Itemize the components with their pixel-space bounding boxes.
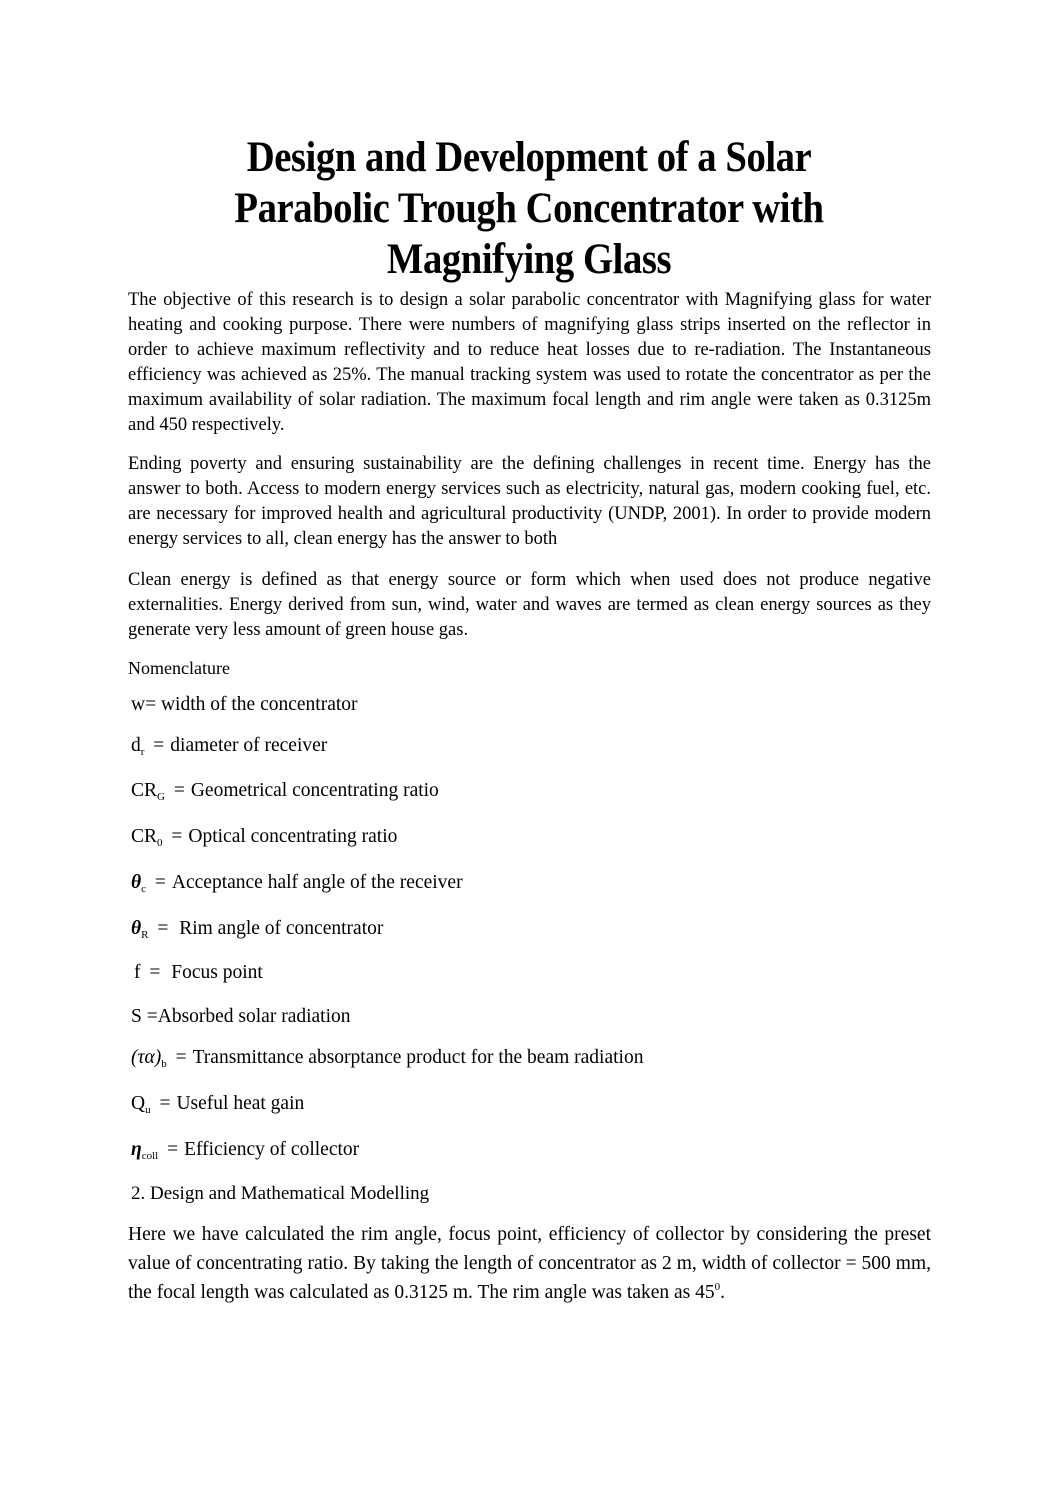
nomenclature-symbol: CR — [131, 826, 158, 847]
nomenclature-symbol: d — [131, 735, 141, 756]
section-paragraph-text: Here we have calculated the rim angle, focus point, efficiency of collector by considering the preset value of concentrating ratio. By taking the length of concentrator as 2 m, width of collector = 500 mm, the focal length was calculated as 0.3125 m. The rim angle was taken as 45 — [128, 1224, 931, 1303]
nomenclature-eq: = — [154, 872, 166, 893]
degree-superscript: 0 — [714, 1281, 721, 1293]
clean-energy-paragraph: Clean energy is defined as that energy source or form which when used does not produce negative externalities. Energy derived from sun, wind, water and waves are termed as clean energy sources as they generate very less amount of green house gas. — [128, 570, 931, 640]
nomenclature-eq: = — [149, 962, 161, 983]
nomenclature-definition: Geometrical concentrating ratio — [190, 780, 439, 801]
nomenclature-subscript: coll — [141, 1150, 159, 1162]
nomenclature-subscript: G — [157, 791, 165, 803]
nomenclature-subscript: u — [145, 1104, 151, 1116]
nomenclature-item — [131, 1092, 304, 1116]
nomenclature-item — [131, 779, 439, 803]
nomenclature-eq: = — [175, 1047, 187, 1068]
nomenclature-item — [131, 1005, 351, 1029]
title-line-2: Parabolic Trough Concentrator with — [234, 185, 824, 232]
nomenclature-definition: Focus point — [171, 962, 263, 983]
nomenclature-symbol: θ — [131, 918, 142, 939]
nomenclature-item — [131, 1138, 359, 1162]
nomenclature-definition: width of the concentrator — [160, 694, 358, 715]
nomenclature-symbol: (τα) — [131, 1047, 162, 1068]
intro-paragraph: Ending poverty and ensuring sustainability are the defining challenges in recent time. Energy has the answer to both. Access to modern energy services such as electricity, natural gas, modern cooking fuel, etc. are necessary for improved health and agricultural productivity (UNDP, 2001). In order to provide modern energy services to all, clean energy has the answer to both — [128, 454, 931, 549]
nomenclature-definition: Acceptance half angle of the receiver — [171, 872, 463, 893]
abstract-paragraph: The objective of this research is to design a solar parabolic concentrator with Magnifying glass for water heating and cooking purpose. There were numbers of magnifying glass strips inserted on the reflector in order to achieve maximum reflectivity and to reduce heat losses due to re-radiation. The Instantaneous efficiency was achieved as 25%. The manual tracking system was used to rotate the concentrator as per the maximum availability of solar radiation. The maximum focal length and rim angle were taken as 0.3125m and 450 respectively. — [128, 290, 931, 435]
nomenclature-eq: = — [146, 1006, 158, 1027]
section-paragraph — [128, 1220, 931, 1307]
nomenclature-definition: Useful heat gain — [176, 1093, 305, 1114]
nomenclature-subscript: b — [161, 1058, 167, 1070]
nomenclature-symbol: CR — [131, 780, 158, 801]
nomenclature-symbol: f — [134, 962, 141, 983]
nomenclature-symbol: w — [131, 694, 146, 715]
nomenclature-definition: Efficiency of collector — [184, 1139, 360, 1160]
nomenclature-item — [131, 693, 358, 717]
nomenclature-subscript: c — [141, 883, 147, 895]
nomenclature-eq: = — [173, 780, 185, 801]
nomenclature-definition: Absorbed solar radiation — [157, 1006, 351, 1027]
nomenclature-item — [134, 961, 263, 985]
section-paragraph-end: . — [720, 1282, 725, 1303]
nomenclature-symbol: θ — [131, 872, 142, 893]
nomenclature-item — [131, 871, 463, 895]
nomenclature-definition: Optical concentrating ratio — [188, 826, 398, 847]
title-line-1: Design and Development of a Solar — [246, 134, 812, 181]
title-line-3: Magnifying Glass — [386, 236, 672, 283]
nomenclature-item — [131, 825, 397, 849]
nomenclature-eq: = — [145, 694, 157, 715]
nomenclature-eq: = — [167, 1139, 179, 1160]
nomenclature-definition: Transmittance absorptance product for the beam radiation — [192, 1047, 644, 1068]
nomenclature-definition: Rim angle of concentrator — [179, 918, 384, 939]
nomenclature-heading: Nomenclature — [128, 658, 230, 678]
nomenclature-subscript: 0 — [157, 837, 163, 849]
nomenclature-item — [131, 734, 327, 758]
section-heading: 2. Design and Mathematical Modelling — [131, 1183, 430, 1204]
nomenclature-eq: = — [159, 1093, 171, 1114]
nomenclature-definition: diameter of receiver — [170, 735, 328, 756]
nomenclature-subscript: R — [141, 929, 149, 941]
nomenclature-item — [131, 1046, 643, 1070]
nomenclature-symbol: Q — [131, 1093, 146, 1114]
paper-title — [168, 132, 890, 285]
nomenclature-eq: = — [171, 826, 183, 847]
nomenclature-symbol: η — [131, 1139, 142, 1160]
nomenclature-item — [131, 917, 383, 941]
nomenclature-eq: = — [153, 735, 165, 756]
nomenclature-symbol: S — [131, 1006, 142, 1027]
nomenclature-subscript: r — [140, 746, 145, 758]
nomenclature-eq: = — [157, 918, 169, 939]
